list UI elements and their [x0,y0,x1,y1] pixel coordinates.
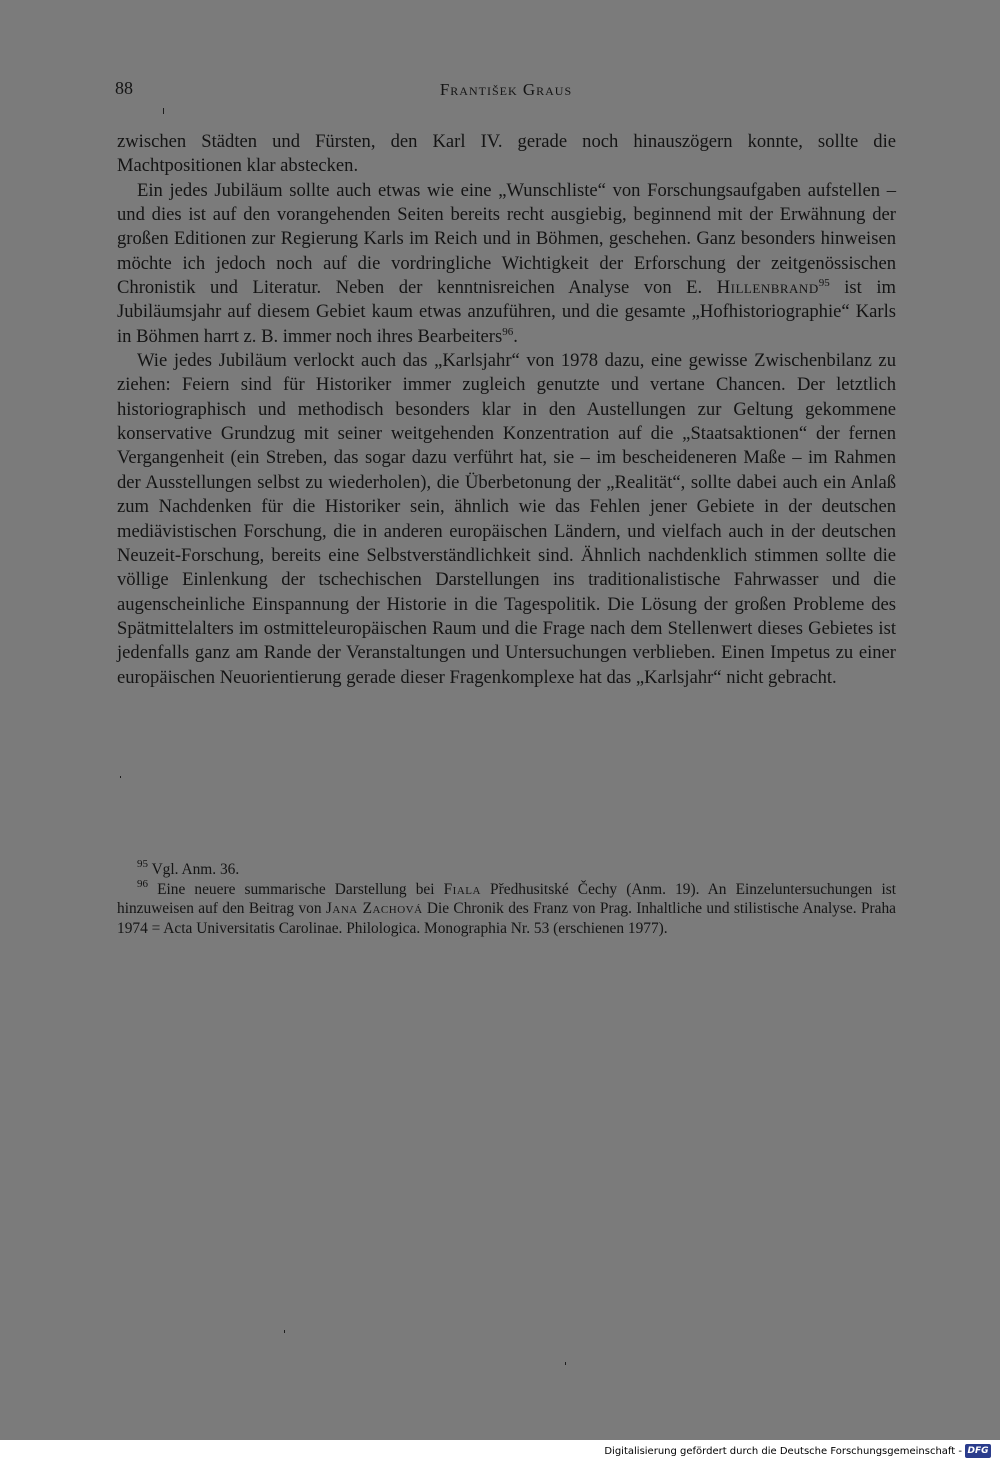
paragraph: zwischen Städten und Fürsten, den Karl IV. gerade noch hinauszögern konnte, sollte die Machtpositionen klar abstecken. [117,131,896,177]
scan-speck [163,108,164,114]
footnote-ref: 95 [818,277,830,290]
author-name: Jana Zachová [325,900,423,917]
author-name: Hillenbrand [716,277,819,299]
scan-speck [120,776,121,778]
paragraph: Wie jedes Jubiläum verlockt auch das „Karlsjahr“ von 1978 dazu, eine gewisse Zwischenbilanz zu ziehen: Feiern sind für Historiker immer zugleich genutzte und vertane Chancen. Der letztlich historiographisch und methodisch besonders klar in den Austellungen zur Geltung gekommene konservative Grundzug mit seiner weitgehenden Konzentration auf die „Staatsaktionen“ der fernen Vergangenheit (ein Streben, das sogar dazu verführt hat, sie – im bescheideneren Maße – im Rahmen der Ausstellungen selbst zu wiederholen), die Überbetonung der „Realität“, sollte dabei auch ein Anlaß zum Nachdenken für die Historiker sein, ähnlich wie das Fehlen jener Gebiete in der deutschen mediävistischen Forschung, die in anderen europäischen Ländern, und vielfach auch in der deutschen Neuzeit-Forschung, bereits eine Selbstverständlichkeit sind. Ähnlich nachdenklich stimmen sollte die völlige Einlenkung der tschechischen Darstellungen ins traditionalistische Fahrwasser und die augenscheinliche Einspannung der Historie in die Tagespolitik. Die Lösung der großen Probleme des Spätmittelalters im ostmitteleuropäischen Raum und die Frage nach dem Stellenwert dieses Gebietes ist jedenfalls ganz am Rande der Veranstaltungen und Untersuchungen verblieben. Einen Impetus zu einer europäischen Neuorientierung gerade dieser Fragenkomplexe hat das „Karlsjahr“ nicht gebracht. [117,350,896,688]
footnote: $^{95}$ Vgl. Anm. 36. [137,858,240,878]
page-number: 88 [115,78,133,98]
page-header [115,74,897,104]
footnotes [117,860,896,938]
dfg-credit-text: Digitalisierung gefördert durch die Deutsche Forschungsgemeinschaft - [604,1446,962,1457]
author-name: Fiala [443,880,481,898]
dfg-logo-icon[interactable]: DFG [965,1444,991,1458]
footnote-ref: 96 [502,325,514,338]
footnote: $^{96}$ Eine neuere summarische Darstellung bei Fiala Předhusitské Čechy (Anm. 19). An Einzeluntersuchungen ist hinzuweisen auf den Beitrag von Jana Zachová Die Chronik des Franz von Prag. Inhaltliche und stilistische Analyse. Praha 1974 = Acta Universitatis Carolinae. Philologica. Monographia Nr. 53 (erschienen 1977). [117,877,896,937]
scan-speck [565,1362,566,1365]
running-head: František Graus [439,80,573,99]
scan-speck [284,1330,285,1333]
body-text [117,130,896,690]
paragraph: Ein jedes Jubiläum sollte auch etwas wie eine „Wunschliste“ von Forschungsaufgaben aufstellen – und dies ist auf den vorangehenden Seiten bereits recht ausgiebig, beginnend mit der Erwähnung der großen Editionen zur Regierung Karls im Reich und in Böhmen, geschehen. Ganz besonders hinweisen möchte ich jedoch noch auf die vordringliche Wichtigkeit der Erforschung der zeitgenössischen Chronistik und Literatur. Neben der kenntnisreichen Analyse von E. Hillenbrand$^{95}$ ist im Jubiläumsjahr auf diesem Gebiet kaum etwas anzuführen, und die gesamte „Hofhistoriographie“ Karls in Böhmen harrt z. B. immer noch ihres Bearbeiters$^{96}$. [117,179,896,347]
credit-bar [0,1440,1000,1464]
